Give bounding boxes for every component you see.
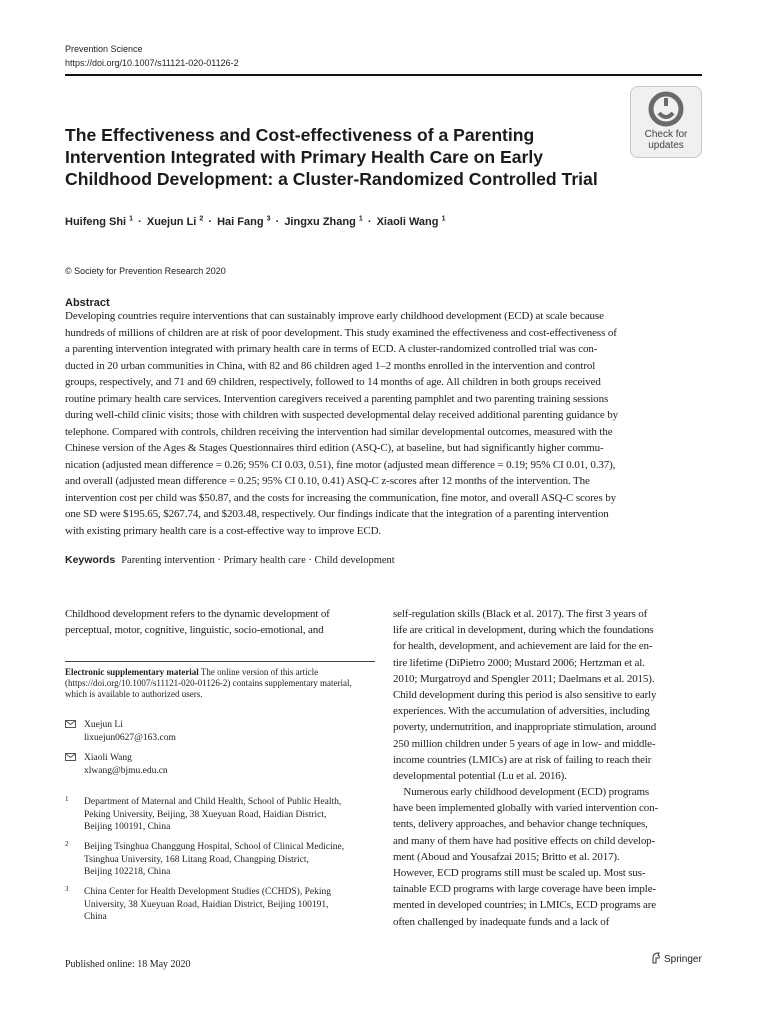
body-line: ment (Aboud and Yousafzai 2015; Britto et al. 2017). [393,850,620,863]
header-rule [65,74,702,76]
abstract-line: a parenting intervention integrated with primary health care in terms of ECD. A cluster-randomized controlled trial was con- [65,343,598,355]
body-line: have been implemented globally with varied intervention con- [393,802,658,815]
keywords-label: Keywords [65,554,116,566]
author[interactable]: Huifeng Shi $^1$ [65,215,134,228]
abstract-line: telephone. Compared with controls, children receiving the intervention had similar developmental outcomes, measured with the [65,425,613,438]
body-line: perceptual, motor, cognitive, linguistic, socio-emotional, and [65,624,324,637]
body-line: developmental potential (Lu et al. 2016). [393,769,567,782]
journal-name: Prevention Science [65,44,143,54]
badge-line-2: updates [648,140,684,151]
journal-header [65,42,239,70]
body-line: tire lifetime (DiPietro 2000; Mustard 2006; Hertzman et al. [393,656,645,669]
body-line: and many of them have had positive effects on child develop- [393,834,656,847]
keywords [65,553,395,568]
abstract-line: groups, respectively, and 71 and 69 children, respectively, followed to 14 months of age. All children in both groups received [65,376,601,388]
affiliation-line: Peking University, Beijing, 38 Xueyuan Road, Haidian District, [84,809,327,820]
body-right-column [393,606,703,930]
body-left-column [65,606,375,638]
author[interactable]: Hai Fang $^3$ [217,215,271,228]
body-line: income countries (LMICs) are at risk of failing to reach their [393,753,652,766]
esm-label: Electronic supplementary material [65,667,199,677]
check-for-updates-badge[interactable] [630,86,702,158]
abstract-line: ducted in 20 urban communities in China, with 82 and 86 children aged 1–2 months enrolled in the intervention and control [65,359,596,372]
body-line: poverty, undernutrition, and inappropriate stimulation, around [393,721,657,734]
envelope-icon [65,720,76,728]
supplementary-material-note [65,661,375,700]
abstract-line: during well-child clinic visits; those with children with suspected developmental delay received additional parenting guidance by [65,409,618,421]
affiliation-line: University, 38 Xueyuan Road, Haidian District, Beijing 100191, [84,899,329,910]
body-line: experiences. With the accumulation of adversities, including [393,705,650,718]
correspondent-name: Xiaoli Wang [84,753,132,763]
badge-line-1: Check for [644,129,688,140]
body-line: life are critical in development, during which the foundations [393,624,654,637]
affiliation-number: 1 [65,795,69,803]
affiliation-line: Tsinghua University, 168 Litang Road, Changping District, [84,854,309,865]
abstract-line: Developing countries require interventions that can sustainably improve early childhood development (ECD) at scale because [65,310,604,322]
body-line: Childhood development refers to the dynamic development of [65,608,330,620]
affiliation-line: Beijing Tsinghua Changgung Hospital, School of Clinical Medicine, [84,842,345,852]
springer-horse-icon [651,952,661,964]
esm-text: The online version of this article (https://doi.org/10.1007/s11121-020-01126-2) contains supplementary material, which is available to authorized users. [65,667,352,699]
abstract-line: nication (adjusted mean difference = 0.26; 95% CI 0.03, 0.51), fine motor (adjusted mean difference = 0.19; 95% CI 0.01, 0.37), [65,458,616,471]
affiliation-line: Beijing 100191, China [84,822,171,832]
affiliation-line: Beijing 102218, China [84,867,171,877]
body-line: Child development during this period is also sensitive to early [393,688,657,701]
keywords-text: Parenting intervention · Primary health care · Child development [121,555,395,566]
author[interactable]: Xuejun Li $^2$ [146,215,204,228]
envelope-icon [65,753,76,761]
abstract-heading: Abstract [65,297,110,309]
abstract-line: one SD were $195.65, $267.74, and $203.48, respectively. Our findings indicate that the integration of a parenting intervention [65,508,609,520]
author-list: Huifeng Shi $^1$ · Xuejun Li $^2$ · Hai Fang $^3$ · Jingxu Zhang $^1$ · Xiaoli Wang $^1$ [65,215,446,228]
affiliation-number: 2 [65,840,69,848]
abstract-line: hundreds of millions of children are at risk of poor development. This study examined the effectiveness and cost-effectiveness of [65,326,617,339]
body-line: 250 million children under 5 years of age in low- and middle- [393,737,656,750]
author[interactable]: Jingxu Zhang $^1$ [284,215,363,228]
body-line: mented in developed countries; in LMICs, ECD programs are [393,899,657,912]
affiliation-line: China [84,912,107,922]
abstract-line: and overall (adjusted mean difference = 0.25; 95% CI 0.10, 0.41) ASQ-C z-scores after 12 months of the intervention. The [65,475,590,487]
correspondent-email[interactable]: xlwang@bjmu.edu.cn [84,765,168,776]
copyright-notice: © Society for Prevention Research 2020 [65,266,226,276]
body-line: for health, development, and achievement are laid for the en- [393,640,653,653]
body-line: However, ECD programs still must be scaled up. Most sus- [393,867,646,879]
abstract-line: Chinese version of the Ages & Stages Questionnaires third edition (ASQ-C), at baseline, but had significantly higher commu- [65,442,604,454]
affiliation-number: 3 [65,885,69,893]
body-line: tents, delivery approaches, and behavior change techniques, [393,818,648,831]
body-line: tainable ECD programs with large coverage have been imple- [393,883,656,896]
body-line: often challenged by inadequate funds and a lack of [393,915,610,928]
affiliation-line: China Center for Health Development Studies (CCHDS), Peking [84,887,331,897]
springer-logo [651,952,702,967]
abstract-line: intervention cost per child was $50.87, and the costs for increasing the communication, fine motor, and overall ASQ-C scores by [65,491,616,504]
correspondent-name: Xuejun Li [84,720,123,730]
body-line: Numerous early childhood development (ECD) programs [393,786,649,799]
doi-link[interactable]: https://doi.org/10.1007/s11121-020-01126-2 [65,58,239,68]
body-line: self-regulation skills (Black et al. 2017). The first 3 years of [393,608,648,620]
published-date: Published online: 18 May 2020 [65,959,191,970]
abstract-line: with existing primary health care is a cost-effective way to improve ECD. [65,524,382,537]
badge-label [631,129,701,151]
author[interactable]: Xiaoli Wang $^1$ [376,215,446,228]
correspondent-email[interactable]: lixuejun0627@163.com [84,732,176,743]
body-line: 2010; Murgatroyd and Spengler 2011; Daelmans et al. 2015). [393,672,655,685]
affiliation-line: Department of Maternal and Child Health, School of Public Health, [84,797,342,807]
abstract-line: routine primary health care services. Intervention caregivers received a parenting pamphlet and two parenting training sessions [65,392,609,405]
publisher-name: Springer [664,954,702,965]
check-for-updates-icon [648,91,684,127]
paper-title: The Effectiveness and Cost-effectiveness of a Parenting Intervention Integrated with Primary Health Care on Early Childhood Development: a Cluster-Randomized Controlled Trial [65,125,598,189]
